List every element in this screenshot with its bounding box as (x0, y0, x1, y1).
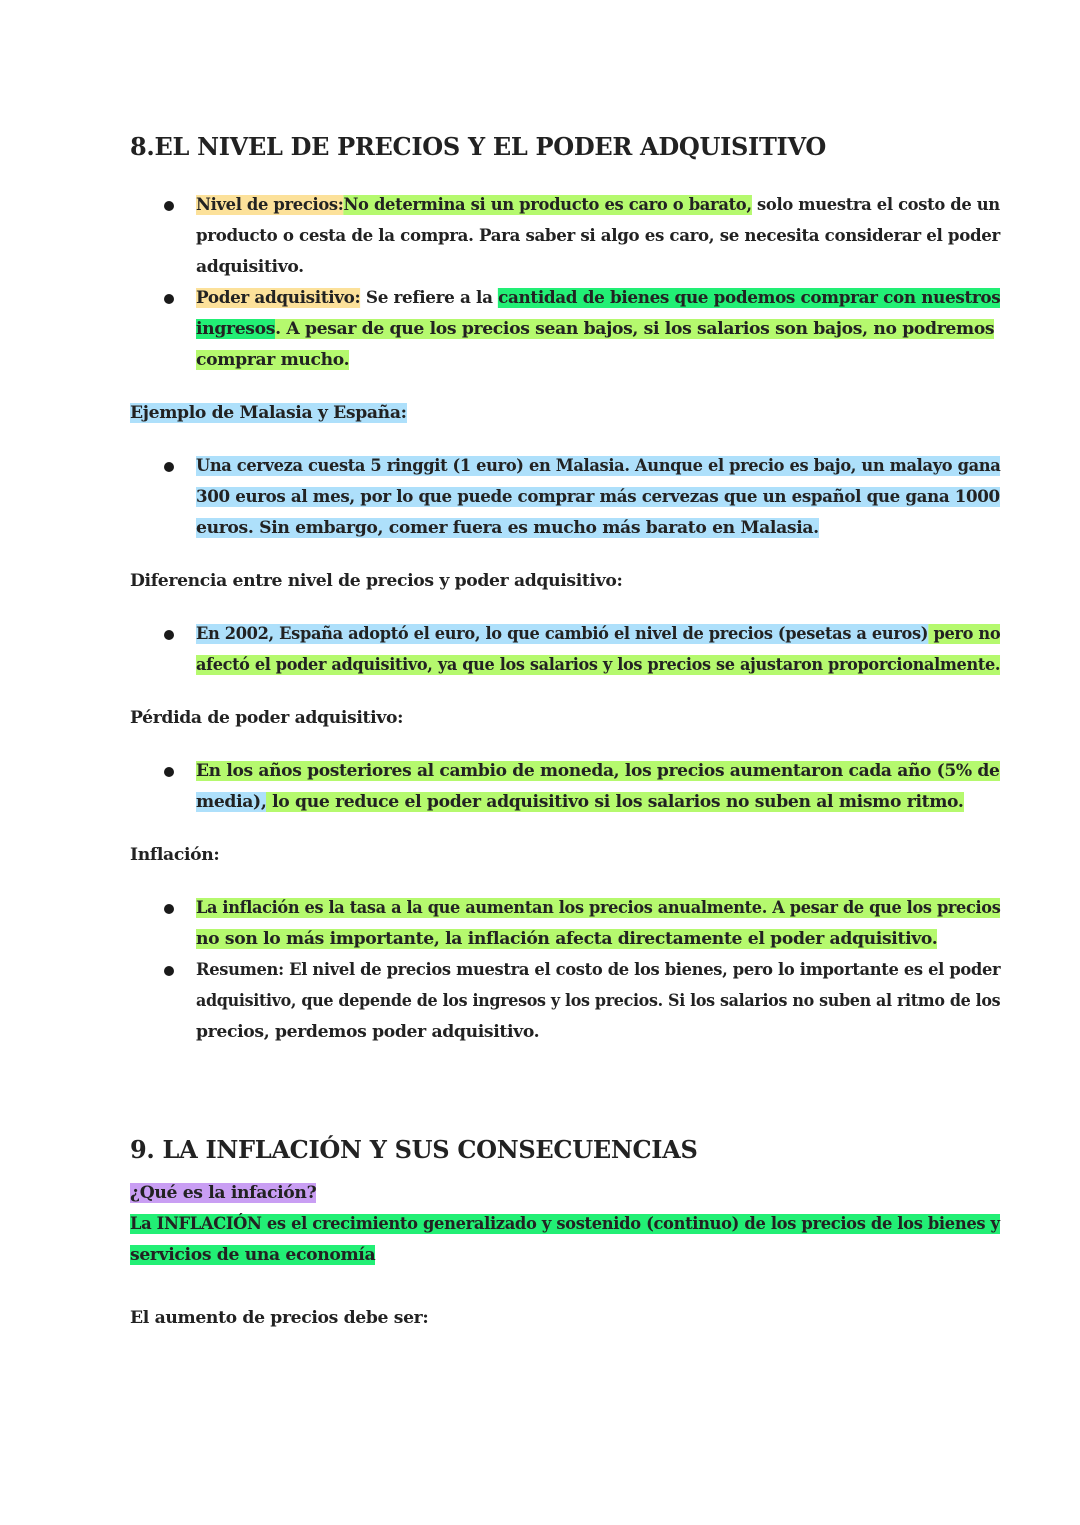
bullet-icon (164, 630, 174, 640)
inflacion-line-1: La inflación es la tasa a la que aumentan los precios anualmente. A pesar de que los precios (196, 898, 1001, 918)
poder-term: Poder adquisitivo: (196, 288, 361, 308)
question-line: ¿Qué es la infación? (130, 1183, 317, 1203)
ejemplo-line-2: 300 euros al mes, por lo que puede comprar más cervezas que un español que gana 1000 (196, 487, 1000, 507)
definition-line-2: servicios de una economía (130, 1245, 376, 1265)
section-8-title: 8.EL NIVEL DE PRECIOS Y EL PODER ADQUISITIVO (130, 132, 826, 161)
definition-line-1: La INFLACIÓN es el crecimiento generalizado y sostenido (continuo) de los precios de los bienes y (130, 1214, 1000, 1234)
inflacion-line-2: no son lo más importante, la inflación afecta directamente el poder adquisitivo. (196, 929, 938, 949)
ejemplo-line-1: Una cerveza cuesta 5 ringgit (1 euro) en Malasia. Aunque el precio es bajo, un malayo gana (196, 456, 1001, 476)
poder-line-1: Poder adquisitivo: Se refiere a la cantidad de bienes que podemos comprar con nuestros (196, 288, 1001, 308)
poder-line-3: comprar mucho. (196, 350, 350, 370)
perdida-line-2: media), lo que reduce el poder adquisitivo si los salarios no suben al mismo ritmo. (196, 792, 964, 812)
bullet-icon (164, 201, 174, 211)
diferencia-line-1: En 2002, España adoptó el euro, lo que cambió el nivel de precios (pesetas a euros) pero no (196, 624, 1001, 644)
perdida-heading: Pérdida de poder adquisitivo: (130, 708, 404, 728)
ejemplo-heading: Ejemplo de Malasia y España: (130, 403, 407, 423)
poder-line-2: ingresos. A pesar de que los precios sean bajos, si los salarios son bajos, no podremos (196, 319, 995, 339)
bullet-icon (164, 462, 174, 472)
resumen-line-3: precios, perdemos poder adquisitivo. (196, 1022, 540, 1042)
resumen-line-2: adquisitivo, que depende de los ingresos y los precios. Si los salarios no suben al ritmo de los (196, 991, 1001, 1011)
ejemplo-line-3: euros. Sin embargo, comer fuera es mucho más barato en Malasia. (196, 518, 819, 538)
perdida-line-1: En los años posteriores al cambio de moneda, los precios aumentaron cada año (5% de (196, 761, 1000, 781)
nivel-line-1: Nivel de precios:No determina si un producto es caro o barato, solo muestra el costo de un (196, 195, 1000, 215)
resumen-line-1: Resumen: El nivel de precios muestra el costo de los bienes, pero lo importante es el poder (196, 960, 1001, 980)
diferencia-heading: Diferencia entre nivel de precios y poder adquisitivo: (130, 571, 623, 591)
aumento-line: El aumento de precios debe ser: (130, 1308, 429, 1328)
bullet-icon (164, 904, 174, 914)
bullet-icon (164, 966, 174, 976)
inflacion-heading: Inflación: (130, 845, 220, 865)
diferencia-line-2: afectó el poder adquisitivo, ya que los salarios y los precios se ajustaron proporcionalmente. (196, 655, 1001, 675)
nivel-line-2: producto o cesta de la compra. Para saber si algo es caro, se necesita considerar el poder (196, 226, 1000, 246)
bullet-icon (164, 767, 174, 777)
nivel-line-3: adquisitivo. (196, 257, 304, 277)
nivel-term: Nivel de precios: (196, 195, 344, 215)
bullet-icon (164, 294, 174, 304)
section-9-title: 9. LA INFLACIÓN Y SUS CONSECUENCIAS (130, 1135, 698, 1164)
